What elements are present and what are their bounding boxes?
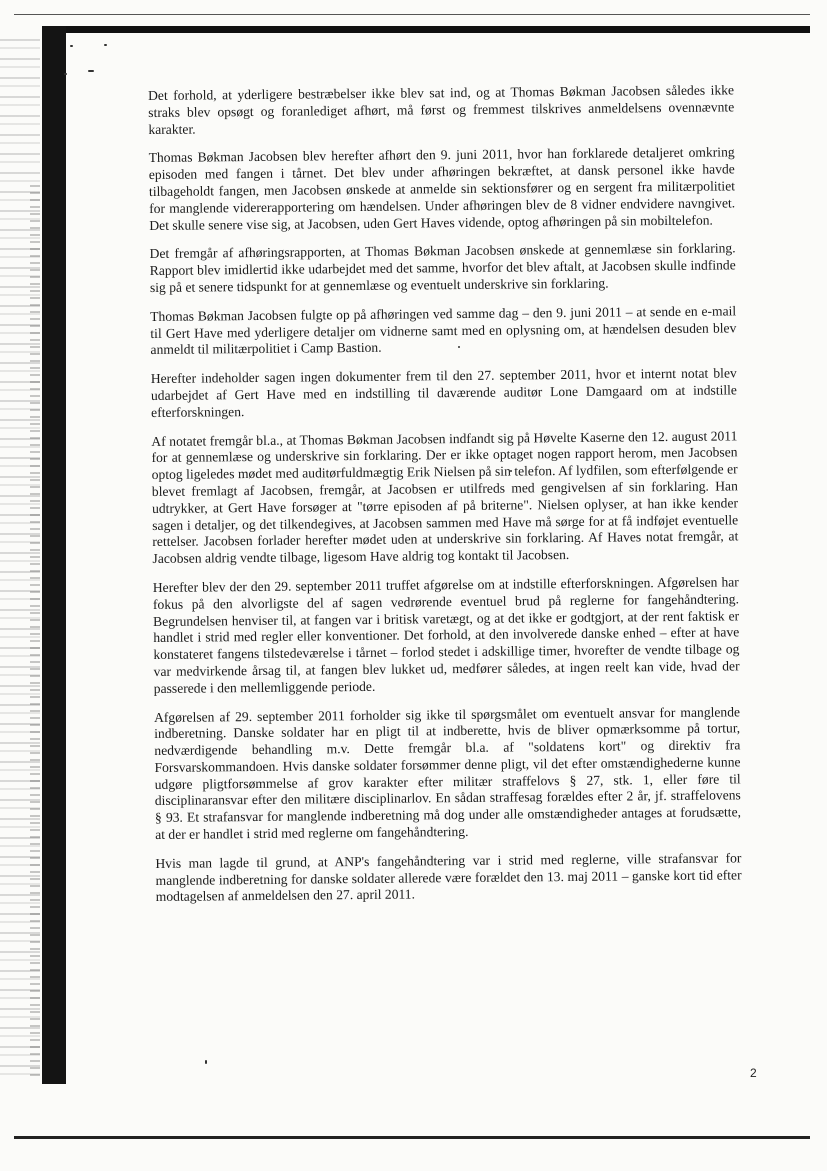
page-number: 2: [750, 1066, 757, 1080]
document-body: [148, 82, 742, 918]
scan-edge-noise-inner: [30, 180, 40, 1080]
scan-speck: [64, 73, 67, 75]
paragraph: Hvis man lagde til grund, at ANP's fangehåndtering var i strid med reglerne, ville strafansvar for manglende indberetning for danske soldater allerede være forældet den 13. maj 2011 – ganske kort tid efter modtagelsen af anmeldelsen den 27. april 2011.: [155, 850, 742, 905]
paragraph: Thomas Bøkman Jacobsen fulgte op på afhøringen ved samme dag – den 9. juni 2011 – at sende en e-mail til Gert Have med yderligere detaljer om vidnerne samt med en oplysning om, at hændelsen desuden blev anmeldt til militærpolitiet i Camp Bastion.: [150, 303, 737, 358]
top-scan-bar: [44, 26, 810, 33]
scan-speck: [205, 1060, 207, 1064]
paragraph: Herefter indeholder sagen ingen dokumenter frem til den 27. september 2011, hvor et internt notat blev udarbejdet af Gert Have med en indstilling til daværende auditør Lone Damgaard om at indstille efterforskningen.: [150, 365, 737, 420]
scan-speck: [70, 45, 73, 47]
top-border-line: [14, 14, 810, 15]
paragraph: Det fremgår af afhøringsrapporten, at Thomas Bøkman Jacobsen ønskede at gennemlæse sin forklaring. Rapport blev imidlertid ikke udarbejdet med det samme, hvorfor det blev aftalt, at Jacobsen skulle indfinde sig på et senere tidspunkt for at gennemlæse og eventuelt underskrive sin forklaring.: [149, 240, 736, 295]
bottom-border-line: [14, 1136, 810, 1139]
paragraph: Det forhold, at yderligere bestræbelser ikke blev sat ind, og at Thomas Bøkman Jacobsen således ikke straks blev opsøgt og foranlediget afhørt, må først og fremmest tilskrives anmeldelsens ovennævnte karakter.: [148, 82, 735, 137]
scan-speck: [104, 44, 107, 46]
left-scan-bar: [42, 26, 66, 1084]
paragraph: Herefter blev der den 29. september 2011 truffet afgørelse om at indstille efterforskningen. Afgørelsen har fokus på den alvorligste del af sagen vedrørende eventuel brud på reglerne for fangehåndtering. Begrundelsen henviser til, at fangen var i britisk varetægt, og at det ikke er godtgjort, at der rent faktisk er handlet i strid med regler eller konventioner. Det forhold, at den involverede danske enhed – efter at have konstateret fangens tilstedeværelse i tårnet – forlod stedet i adskillige timer, hvorefter de vendte tilbage og var medvirkende årsag til, at fangen blev lukket ud, medfører således, at ingen reelt kan vide, hvad der passerede i den mellemliggende periode.: [152, 574, 740, 696]
paragraph: Afgørelsen af 29. september 2011 forholder sig ikke til spørgsmålet om eventuelt ansvar for manglende indberetning. Danske soldater har en pligt til at indberette, hvis de bliver opmærksomme på tortur, nedværdigende behandling m.v. Dette fremgår bl.a. af "soldatens kort" og direktiv fra Forsvarskommandoen. Hvis danske soldater forsømmer denne pligt, vil det efter omstændighederne kunne udgøre pligtforsømmelse af grov karakter efter militær straffelovs § 27, stk. 1, eller føre til disciplinaransvar efter den militære disciplinarlov. En sådan straffesag forældes efter 2 år, jf. straffelovens § 93. Et strafansvar for manglende indberetning må dog under alle omstændigheder antages at forudsætte, at der er handlet i strid med reglerne om fangehåndtering.: [153, 703, 742, 843]
scan-speck: [88, 70, 94, 72]
paragraph: Thomas Bøkman Jacobsen blev herefter afhørt den 9. juni 2011, hvor han forklarede detaljeret omkring episoden med fangen i tårnet. Det blev under afhøringen bekræftet, at dansk personel ikke havde tilbageholdt fangen, men Jacobsen ønskede at anmelde sin sektionsfører og en sergent fra militærpolitiet for manglende vidererapportering om hændelsen. Under afhøringen blev de 8 vidner endvidere navngivet. Det skulle senere vise sig, at Jacobsen, uden Gert Haves vidende, optog afhøringen på sin mobiltelefon.: [148, 144, 736, 233]
paragraph: Af notatet fremgår bl.a., at Thomas Bøkman Jacobsen indfandt sig på Høvelte Kaserne den 12. august 2011 for at gennemlæse og underskrive sin forklaring. Der er ikke optaget nogen rapport herom, men Jacobsen optog ligeledes mødet med auditørfuldmægtig Erik Nielsen på sin telefon. Af lydfilen, som efterfølgende er blevet fremlagt af Jacobsen, fremgår, at Jacobsen er utilfreds med gengivelsen af sin forklaring. Han udtrykker, at Gert Have forsøger at "tørre episoden af på briterne". Nielsen oplyser, at han ikke kender sagen i detaljer, og det tilkendegives, at Jacobsen sammen med Have må sørge for at få indføjet eventuelle rettelser. Jacobsen forlader herefter mødet uden at underskrive sin forklaring. Af Haves notat fremgår, at Jacobsen aldrig vendte tilbage, ligesom Have aldrig tog kontakt til Jacobsen.: [151, 427, 739, 567]
